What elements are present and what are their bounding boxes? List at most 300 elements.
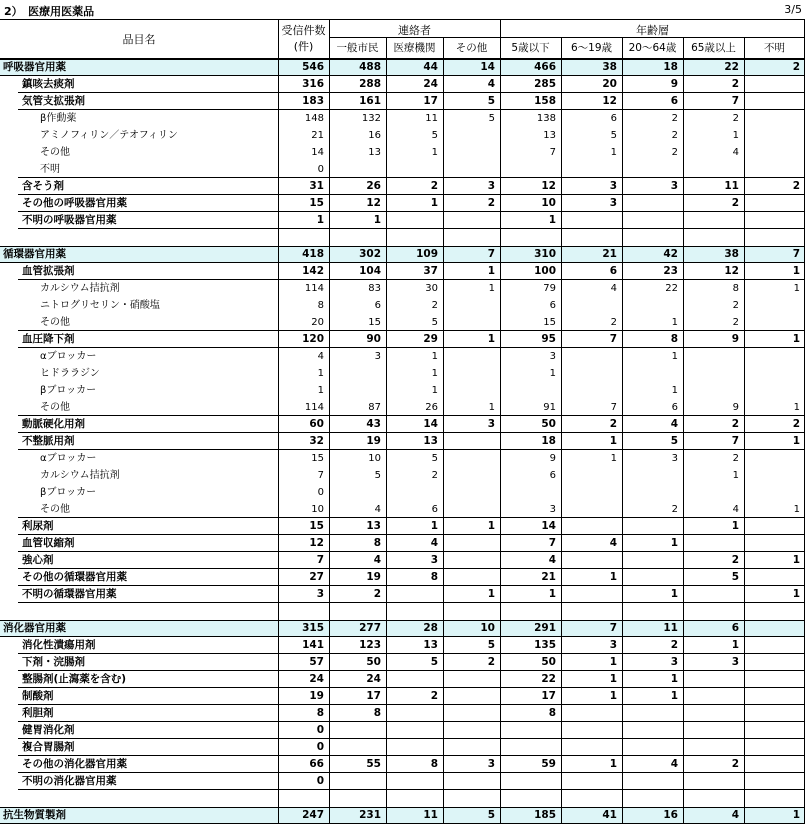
header-mid-border	[329, 37, 805, 38]
header-item-name: 品目名	[122, 33, 156, 46]
cell-value: 1	[793, 402, 800, 413]
cell-value: 22	[724, 61, 739, 73]
row-label: 消化器官用薬	[3, 622, 66, 634]
row-divider	[18, 653, 805, 654]
table-row	[0, 484, 805, 501]
row-divider	[18, 670, 805, 671]
cell-value	[386, 484, 443, 501]
row-divider	[18, 602, 805, 603]
cell-value: 7	[731, 435, 739, 447]
cell-value: 5	[431, 453, 438, 464]
cell-value: 183	[302, 95, 324, 107]
cell-value	[683, 739, 744, 756]
cell-value	[622, 484, 683, 501]
cell-value	[443, 297, 500, 314]
cell-value: 2	[792, 180, 800, 192]
cell-value: 5	[374, 470, 381, 481]
cell-value: 7	[609, 333, 617, 345]
cell-value: 277	[359, 622, 381, 634]
cell-value	[386, 671, 443, 688]
cell-value: 8	[373, 537, 381, 549]
cell-value: 55	[366, 758, 381, 770]
cell-value: 2	[792, 61, 800, 73]
cell-value: 4	[732, 147, 739, 158]
cell-value: 17	[541, 690, 556, 702]
cell-value: 6	[670, 95, 678, 107]
category-row	[0, 807, 805, 824]
category-bottom-border	[0, 636, 805, 637]
table-row	[0, 654, 805, 671]
cell-value: 2	[732, 453, 739, 464]
table-row	[0, 297, 805, 314]
row-divider	[18, 347, 805, 348]
cell-value: 13	[366, 520, 381, 532]
column-divider	[329, 19, 330, 824]
cell-value: 50	[541, 418, 556, 430]
cell-value: 5	[430, 656, 438, 668]
cell-value	[744, 450, 805, 467]
table-row	[0, 705, 805, 722]
cell-value	[622, 739, 683, 756]
cell-value: 6	[549, 470, 556, 481]
cell-value: 17	[366, 690, 381, 702]
cell-value: 18	[663, 61, 678, 73]
cell-value: 3	[487, 180, 495, 192]
header-bottom-border	[0, 58, 805, 59]
cell-value: 5	[731, 571, 739, 583]
cell-value	[561, 518, 622, 535]
cell-value	[683, 586, 744, 603]
cell-value: 2	[671, 504, 678, 515]
cell-value: 7	[487, 248, 495, 260]
header-sub-5: 6～19歳	[570, 42, 613, 54]
cell-value: 12	[366, 197, 381, 209]
cell-value: 57	[309, 656, 324, 668]
cell-value: 20	[602, 78, 617, 90]
row-label: 下剤・浣腸剤	[22, 656, 85, 668]
cell-value: 6	[731, 622, 739, 634]
category-top-border	[0, 620, 805, 621]
cell-value: 31	[309, 180, 324, 192]
cell-value: 4	[609, 537, 617, 549]
cell-value: 1	[431, 368, 438, 379]
cell-value: 87	[368, 402, 381, 413]
table-row	[0, 722, 805, 739]
cell-value: 10	[368, 453, 381, 464]
row-divider	[18, 194, 805, 195]
cell-value: 5	[431, 317, 438, 328]
cell-value	[443, 739, 500, 756]
group-bottom-border	[18, 177, 805, 178]
cell-value: 3	[609, 639, 617, 651]
cell-value: 3	[670, 656, 678, 668]
cell-value	[329, 484, 386, 501]
cell-value: 2	[732, 113, 739, 124]
cell-value: 2	[671, 113, 678, 124]
row-label: 不明の消化器官用薬	[22, 775, 117, 787]
cell-value	[443, 144, 500, 161]
cell-value: 12	[541, 180, 556, 192]
cell-value: 9	[670, 78, 678, 90]
cell-value	[744, 127, 805, 144]
cell-value: 43	[366, 418, 381, 430]
cell-value: 3	[316, 588, 324, 600]
cell-value	[500, 161, 561, 178]
header-sub-3: その他	[455, 42, 488, 54]
row-label: 循環器官用薬	[3, 248, 66, 260]
cell-value: 60	[309, 418, 324, 430]
cell-value: 3	[670, 180, 678, 192]
table-row	[0, 399, 805, 416]
row-label: その他	[40, 504, 70, 515]
cell-value: 1	[670, 673, 678, 685]
cell-value: 1	[731, 639, 739, 651]
row-divider	[18, 687, 805, 688]
cell-value: 4	[670, 758, 678, 770]
cell-value: 7	[317, 470, 324, 481]
cell-value: 17	[423, 95, 438, 107]
cell-value	[443, 467, 500, 484]
cell-value	[386, 739, 443, 756]
header-age-group: 年齢層	[636, 24, 669, 37]
cell-value: 44	[423, 61, 438, 73]
cell-value: 1	[487, 265, 495, 277]
row-label: 呼吸器官用薬	[3, 61, 66, 73]
row-label: ニトログリセリン・硝酸塩	[40, 300, 160, 311]
cell-value	[744, 314, 805, 331]
cell-value: 4	[670, 418, 678, 430]
cell-value: 288	[359, 78, 381, 90]
cell-value	[561, 773, 622, 790]
cell-value: 2	[731, 418, 739, 430]
cell-value	[744, 382, 805, 399]
table-row	[0, 280, 805, 297]
cell-value: 2	[610, 317, 617, 328]
cell-value: 21	[541, 571, 556, 583]
row-label: βブロッカー	[40, 487, 97, 498]
cell-value	[386, 212, 443, 229]
cell-value	[443, 535, 500, 552]
cell-value: 12	[724, 265, 739, 277]
cell-value: 1	[670, 537, 678, 549]
cell-value: 1	[487, 520, 495, 532]
cell-value	[744, 705, 805, 722]
table-row	[0, 688, 805, 705]
cell-value	[443, 552, 500, 569]
cell-value: 4	[373, 554, 381, 566]
cell-value	[561, 297, 622, 314]
cell-value: 9	[732, 402, 739, 413]
cell-value	[622, 705, 683, 722]
row-label: カルシウム拮抗剤	[40, 283, 120, 294]
category-row	[0, 59, 805, 76]
cell-value: 1	[609, 673, 617, 685]
cell-value: 66	[309, 758, 324, 770]
row-label: その他の循環器官用薬	[22, 571, 127, 583]
cell-value: 1	[670, 588, 678, 600]
cell-value: 7	[316, 554, 324, 566]
cell-value: 1	[609, 435, 617, 447]
cell-value: 1	[792, 435, 800, 447]
row-divider	[18, 755, 805, 756]
cell-value	[443, 450, 500, 467]
cell-value: 8	[317, 300, 324, 311]
cell-value: 1	[793, 283, 800, 294]
cell-value: 79	[543, 283, 556, 294]
cell-value: 3	[430, 554, 438, 566]
row-label: その他	[40, 147, 70, 158]
table-row	[0, 450, 805, 467]
cell-value	[443, 569, 500, 586]
row-label: アミノフィリン／テオフィリン	[40, 130, 178, 141]
cell-value: 14	[311, 147, 324, 158]
cell-value: 1	[731, 520, 739, 532]
row-divider	[18, 738, 805, 739]
cell-value	[744, 756, 805, 773]
cell-value: 2	[732, 317, 739, 328]
cell-value: 0	[316, 724, 324, 736]
cell-value: 466	[534, 61, 556, 73]
cell-value	[683, 671, 744, 688]
cell-value	[561, 501, 622, 518]
cell-value: 3	[374, 351, 381, 362]
cell-value	[744, 161, 805, 178]
cell-value: 5	[431, 130, 438, 141]
cell-value	[744, 518, 805, 535]
row-label: 気管支拡張剤	[22, 95, 85, 107]
cell-value: 16	[663, 809, 678, 821]
cell-value: 14	[480, 61, 495, 73]
cell-value: 24	[309, 673, 324, 685]
cell-value: 7	[549, 147, 556, 158]
cell-value: 26	[366, 180, 381, 192]
cell-value: 2	[609, 418, 617, 430]
cell-value: 1	[487, 588, 495, 600]
cell-value: 10	[311, 504, 324, 515]
cell-value: 158	[534, 95, 556, 107]
cell-value: 4	[731, 809, 739, 821]
cell-value: 1	[792, 333, 800, 345]
cell-value: 21	[311, 130, 324, 141]
cell-value: 6	[671, 402, 678, 413]
cell-value: 1	[609, 690, 617, 702]
column-divider	[561, 37, 562, 824]
cell-value	[386, 705, 443, 722]
cell-value: 18	[541, 435, 556, 447]
cell-value	[386, 586, 443, 603]
cell-value	[622, 552, 683, 569]
cell-value: 1	[549, 368, 556, 379]
cell-value: 1	[792, 588, 800, 600]
cell-value: 123	[359, 639, 381, 651]
table-row	[0, 110, 805, 127]
cell-value: 310	[534, 248, 556, 260]
cell-value: 9	[731, 333, 739, 345]
cell-value	[622, 195, 683, 212]
row-label: β作動薬	[40, 113, 77, 124]
cell-value	[744, 110, 805, 127]
cell-value	[561, 467, 622, 484]
cell-value: 104	[359, 265, 381, 277]
cell-value: 3	[487, 758, 495, 770]
cell-value: 8	[670, 333, 678, 345]
row-label: 不明の呼吸器官用薬	[22, 214, 117, 226]
row-label: 消化性潰瘍用剤	[22, 639, 96, 651]
row-divider	[18, 721, 805, 722]
row-divider	[18, 211, 805, 212]
cell-value	[744, 212, 805, 229]
header-contact-group: 連絡者	[398, 24, 431, 37]
cell-value: 15	[311, 453, 324, 464]
table-row	[0, 552, 805, 569]
cell-value	[744, 535, 805, 552]
cell-value	[329, 722, 386, 739]
cell-value	[329, 365, 386, 382]
cell-value	[683, 484, 744, 501]
cell-value: 135	[534, 639, 556, 651]
row-label: 制酸剤	[22, 690, 54, 702]
cell-value: 37	[423, 265, 438, 277]
table-row	[0, 586, 805, 603]
cell-value: 2	[731, 78, 739, 90]
cell-value: 14	[423, 418, 438, 430]
row-divider	[18, 585, 805, 586]
cell-value	[622, 569, 683, 586]
cell-value: 1	[610, 147, 617, 158]
header-sub-2: 医療機関	[393, 42, 436, 54]
cell-value: 247	[302, 809, 324, 821]
column-divider	[443, 37, 444, 824]
cell-value: 1	[317, 368, 324, 379]
category-top-border	[0, 246, 805, 247]
category-top-border	[0, 807, 805, 808]
cell-value: 291	[534, 622, 556, 634]
row-divider	[18, 789, 805, 790]
row-divider	[18, 432, 805, 433]
column-divider	[683, 37, 684, 824]
cell-value: 2	[487, 197, 495, 209]
cell-value	[744, 654, 805, 671]
cell-value	[622, 365, 683, 382]
row-label: 不整脈用剤	[22, 435, 75, 447]
cell-value	[744, 365, 805, 382]
cell-value: 8	[430, 571, 438, 583]
table-row	[0, 569, 805, 586]
table-row	[0, 501, 805, 518]
cell-value: 2	[731, 197, 739, 209]
cell-value: 1	[732, 470, 739, 481]
row-label: αブロッカー	[40, 351, 97, 362]
cell-value: 161	[359, 95, 381, 107]
cell-value: 1	[793, 504, 800, 515]
cell-value: 1	[430, 197, 438, 209]
cell-value: 148	[304, 113, 324, 124]
cell-value: 2	[430, 690, 438, 702]
cell-value: 4	[374, 504, 381, 515]
cell-value: 285	[534, 78, 556, 90]
cell-value: 1	[670, 690, 678, 702]
cell-value: 1	[488, 283, 495, 294]
cell-value: 1	[548, 588, 556, 600]
cell-value	[622, 722, 683, 739]
cell-value: 1	[488, 402, 495, 413]
row-divider	[18, 449, 805, 450]
cell-value: 6	[549, 300, 556, 311]
cell-value	[744, 739, 805, 756]
table-row	[0, 467, 805, 484]
cell-value	[386, 161, 443, 178]
header-count: 受信件数	[281, 24, 326, 37]
table-row	[0, 178, 805, 195]
cell-value	[443, 722, 500, 739]
cell-value: 83	[368, 283, 381, 294]
cell-value	[443, 433, 500, 450]
header-sub-1: 一般市民	[336, 42, 379, 54]
row-label: 含そう剤	[22, 180, 64, 192]
cell-value: 3	[609, 197, 617, 209]
header-sub-4: 5歳以下	[511, 42, 550, 54]
cell-value	[500, 382, 561, 399]
cell-value	[443, 212, 500, 229]
cell-value	[744, 722, 805, 739]
cell-value: 1	[609, 571, 617, 583]
cell-value: 2	[671, 147, 678, 158]
row-label: その他	[40, 317, 70, 328]
cell-value: 132	[361, 113, 381, 124]
cell-value: 100	[534, 265, 556, 277]
row-label: αブロッカー	[40, 453, 97, 464]
column-divider	[500, 19, 501, 824]
header-top-border	[0, 19, 805, 20]
cell-value	[329, 382, 386, 399]
row-label: 不明の循環器官用薬	[22, 588, 117, 600]
table-row	[0, 773, 805, 790]
cell-value: 6	[609, 265, 617, 277]
cell-value: 546	[302, 61, 324, 73]
cell-value: 12	[309, 537, 324, 549]
header-sub-7: 65歳以上	[691, 42, 736, 54]
cell-value: 14	[541, 520, 556, 532]
table-row	[0, 161, 805, 178]
cell-value: 95	[541, 333, 556, 345]
cell-value: 142	[302, 265, 324, 277]
table-row	[0, 195, 805, 212]
cell-value: 11	[724, 180, 739, 192]
cell-value: 91	[543, 402, 556, 413]
cell-value: 2	[373, 588, 381, 600]
cell-value: 8	[373, 707, 381, 719]
cell-value	[744, 467, 805, 484]
row-label: その他	[40, 402, 70, 413]
cell-value: 0	[317, 487, 324, 498]
cell-value: 24	[423, 78, 438, 90]
cell-value: 1	[317, 385, 324, 396]
row-divider	[18, 772, 805, 773]
cell-value: 10	[541, 197, 556, 209]
row-divider	[18, 551, 805, 552]
cell-value	[443, 314, 500, 331]
row-label: 動脈硬化用剤	[22, 418, 85, 430]
cell-value	[622, 161, 683, 178]
cell-value: 1	[548, 214, 556, 226]
cell-value: 7	[610, 402, 617, 413]
cell-value: 1	[316, 214, 324, 226]
cell-value: 13	[543, 130, 556, 141]
cell-value: 2	[792, 418, 800, 430]
cell-value	[561, 365, 622, 382]
table-row	[0, 348, 805, 365]
cell-value: 4	[610, 283, 617, 294]
